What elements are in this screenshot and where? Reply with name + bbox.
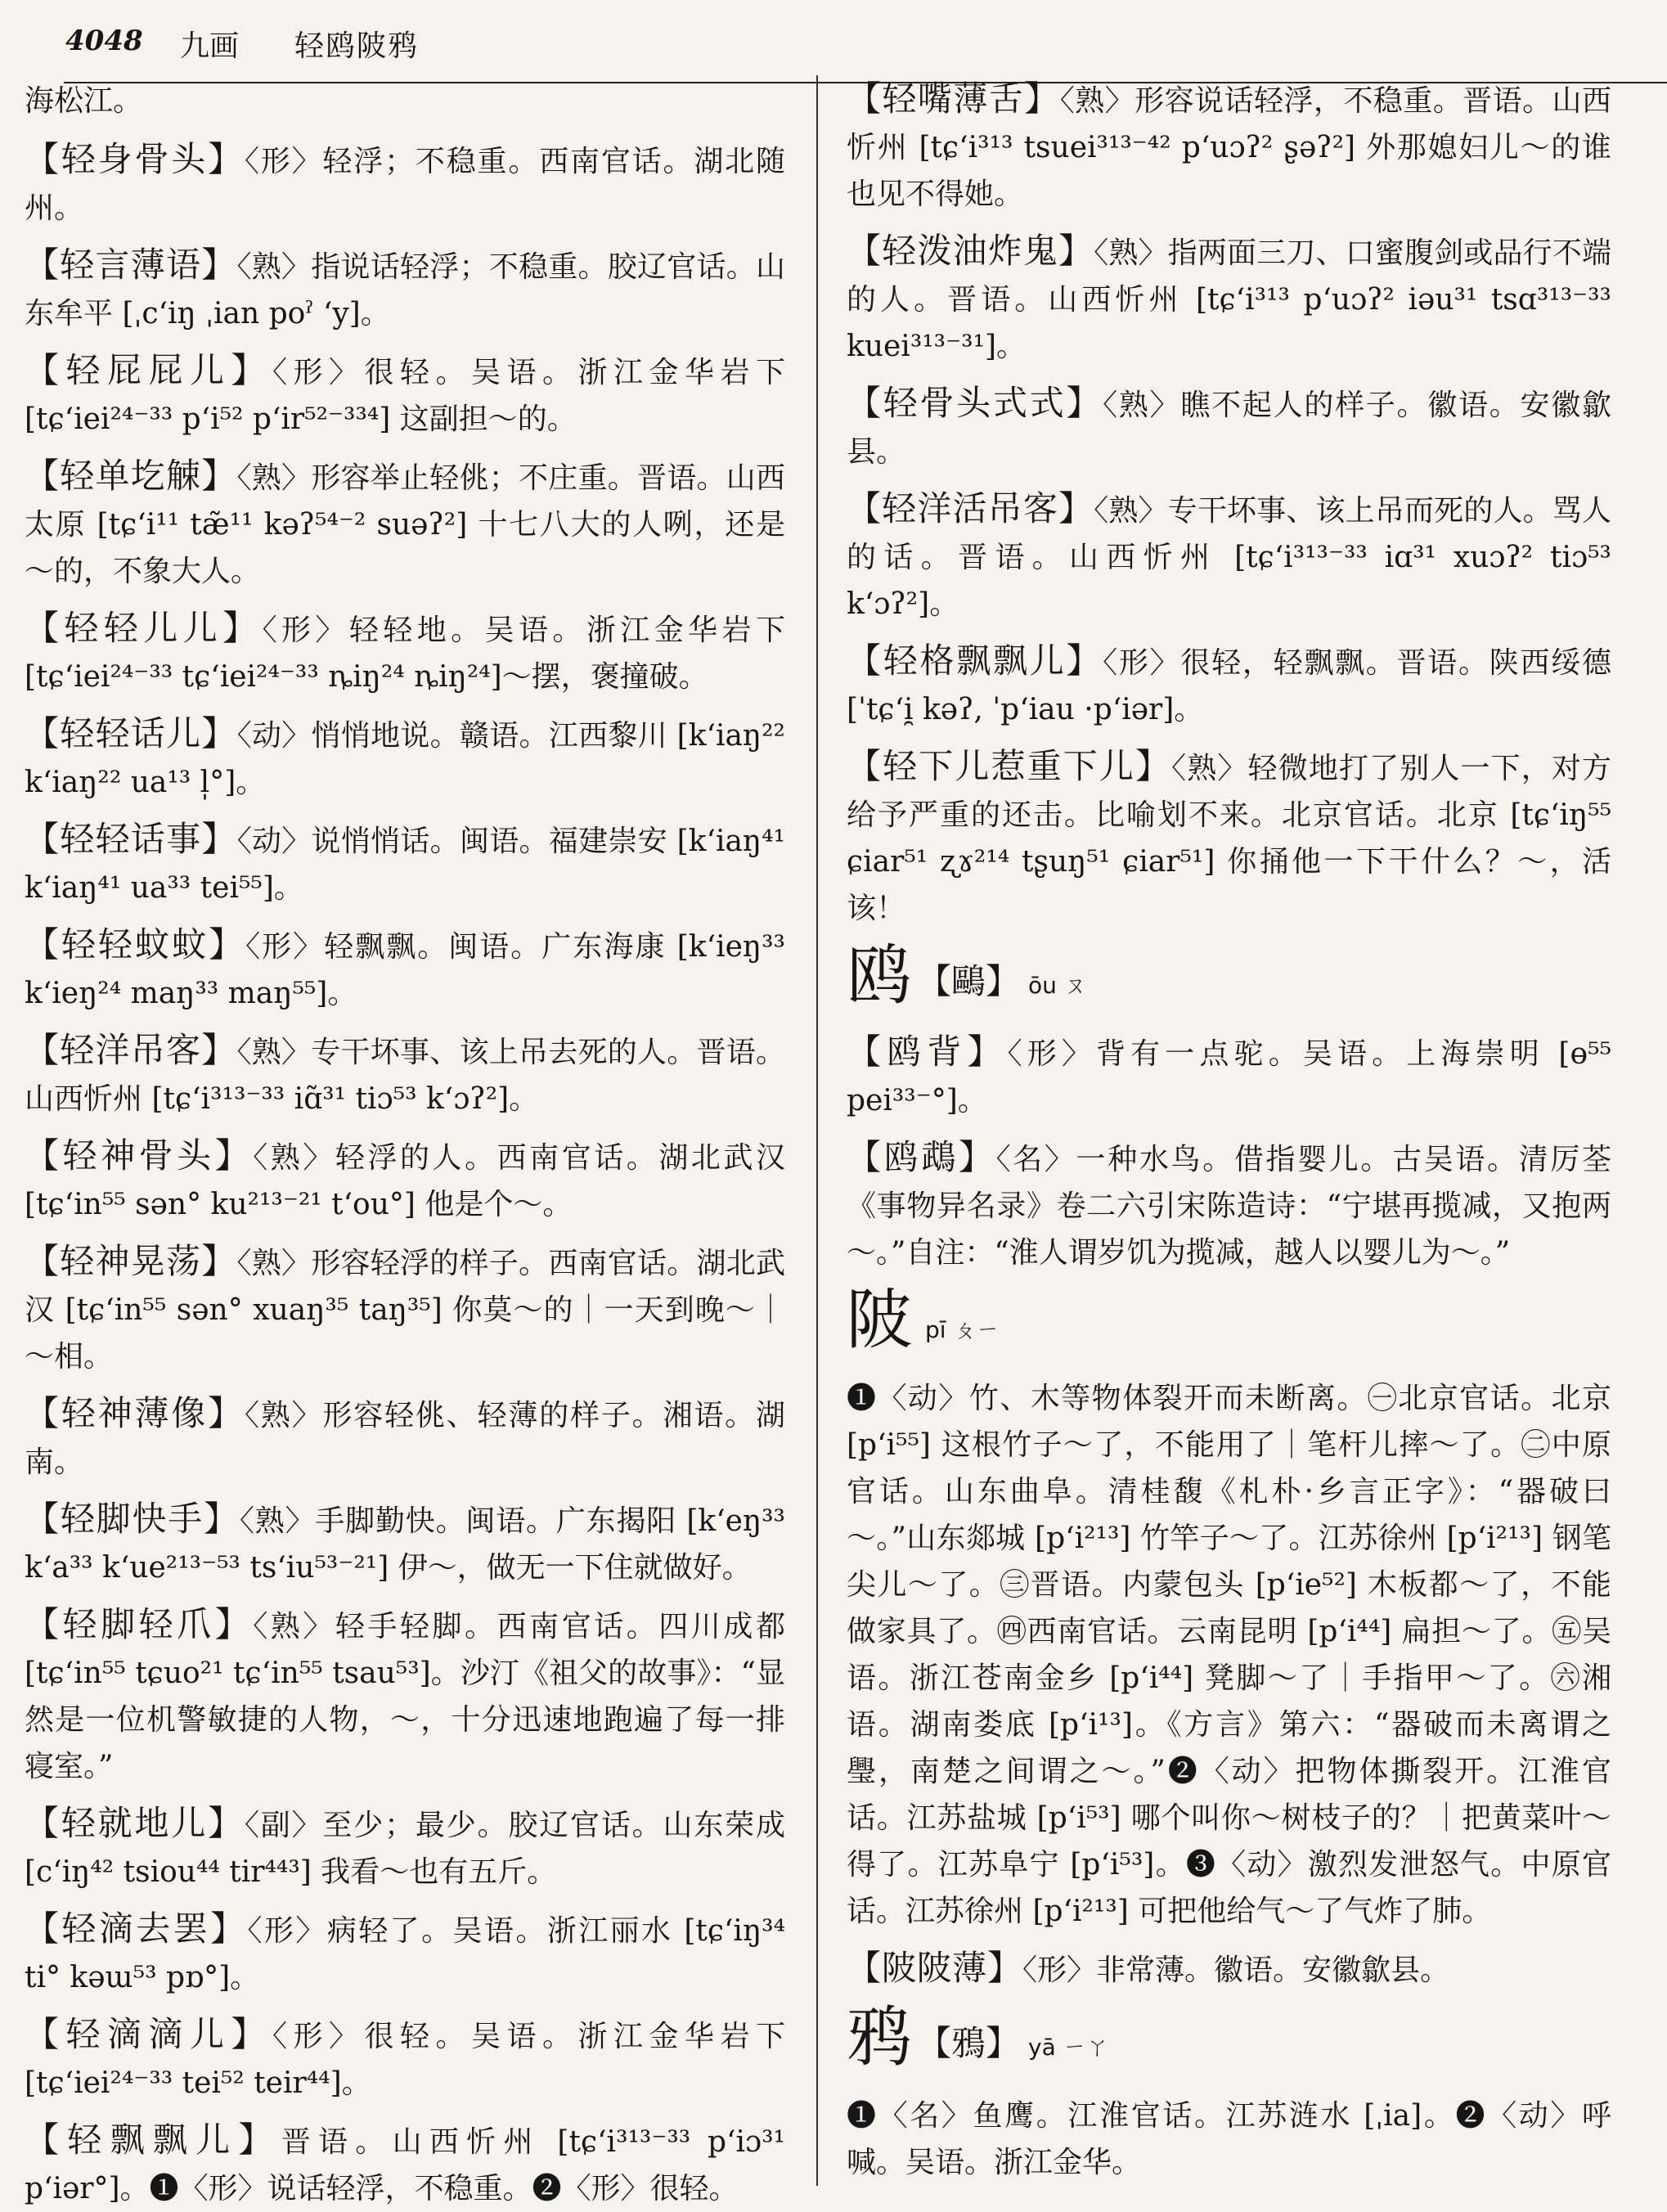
head-character: 陂	[847, 1282, 912, 1358]
dictionary-entry	[25, 1800, 785, 1895]
dictionary-entry	[25, 710, 785, 806]
dictionary-entry	[25, 1238, 785, 1380]
entry-definition: 〈形〉病轻了。吴语。浙江丽水 [tɕʻiŋ³⁴ ti° kəɯ⁵³ pɒ°]。	[25, 1914, 785, 1994]
entry-headword: 【轻神骨头】	[25, 1135, 254, 1176]
dictionary-entry	[25, 605, 785, 700]
section-label: 九画	[180, 29, 240, 63]
entry-definition: 〈形〉很轻。吴语。浙江金华岩下 [tɕʻiei²⁴⁻³³ tei⁵² teir⁴⁴]。	[25, 2020, 785, 2100]
dictionary-entry	[847, 1028, 1611, 1124]
entry-definition: 〈熟〉瞧不起人的样子。徽语。安徽歙县。	[847, 389, 1611, 469]
character-heading	[847, 1999, 1611, 2082]
page-number: 4048	[65, 25, 143, 57]
dictionary-entry	[25, 1132, 785, 1228]
entry-headword: 【轻骨头式式】	[847, 383, 1103, 423]
entry-headword: 【轻就地儿】	[25, 1803, 245, 1843]
dictionary-entry	[25, 347, 785, 443]
entry-definition: 晋语。山西忻州 [tɕʻi³¹³⁻³³ pʻiɔ³¹ pʻiər°]。❶〈形〉说话轻浮，不稳重。❷〈形〉很轻。	[25, 2125, 785, 2205]
entry-definition: 〈形〉非常薄。徽语。安徽歙县。	[1022, 1953, 1450, 1987]
dictionary-entry	[25, 452, 785, 595]
entry-definition: 〈形〉轻飘飘。闽语。广东海康 [kʻieŋ³³ kʻieŋ²⁴ maŋ³³ maŋ⁵⁵]。	[25, 930, 785, 1010]
dictionary-entry	[25, 1601, 785, 1790]
dictionary-entry	[25, 2116, 785, 2212]
entry-headword: 【轻轻蚊蚊】	[25, 924, 246, 964]
entry-definition: 〈熟〉指两面三刀、口蜜腹剑或品行不端的人。晋语。山西忻州 [tɕʻi³¹³ pʻuɔʔ² iəu³¹ tsɑ³¹³⁻³³ kuei³¹³⁻³¹]。	[847, 236, 1611, 363]
entry-definition: 〈形〉很轻，轻飘飘。晋语。陕西绥德 [ˈtɕʻi̯ kəʔ, ˈpʻiau ·pʻiər]。	[847, 646, 1611, 726]
dictionary-entry	[847, 1944, 1611, 1994]
entry-headword: 【轻洋活吊客】	[847, 488, 1094, 528]
dictionary-entry	[25, 816, 785, 911]
entry-headword: 【轻嘴薄舌】	[847, 79, 1060, 119]
entry-definition: 〈动〉说悄悄话。闽语。福建崇安 [kʻiaŋ⁴¹ kʻiaŋ⁴¹ ua³³ tei⁵⁵]。	[25, 825, 785, 905]
dictionary-entry	[847, 637, 1611, 733]
entry-headword: 【轻神薄像】	[25, 1393, 245, 1433]
column-divider	[816, 75, 818, 2186]
page-header	[49, 18, 1595, 67]
entry-headword: 【轻轻话事】	[25, 819, 237, 859]
entry-definition: 〈形〉轻轻地。吴语。浙江金华岩下 [tɕʻiei²⁴⁻³³ tɕʻiei²⁴⁻³³ ȵiŋ²⁴ ȵiŋ²⁴]～摆，褒撞破。	[25, 614, 785, 694]
entry-definition: 海松江。	[25, 84, 143, 118]
entry-headword: 【轻格飘飘儿】	[847, 641, 1103, 681]
entry-headword: 【轻神晃荡】	[25, 1241, 237, 1281]
entry-headword: 【轻身骨头】	[25, 139, 245, 179]
entry-definition: 〈形〉轻浮；不稳重。西南官话。湖北随州。	[25, 145, 785, 225]
traditional-form: 【鴉】	[917, 2023, 1021, 2063]
entry-definition: 〈熟〉指说话轻浮；不稳重。胶辽官话。山东牟平 [ˌcʻiŋ ˌian poˀ ʻy]。	[25, 250, 785, 330]
entry-headword: 【轻滴去罢】	[25, 1909, 248, 1949]
entry-definition: 〈熟〉轻微地打了别人一下，对方给予严重的还击。比喻划不来。北京官话。北京 [tɕʻiŋ⁵⁵ ɕiar⁵¹ ʐɤ²¹⁴ tʂuŋ⁵¹ ɕiar⁵¹] 你捅他一下干什么？～，活该！	[847, 752, 1611, 925]
entry-headword: 【陂陂薄】	[847, 1948, 1023, 1988]
header-characters: 轻鸥陂鸦	[294, 29, 420, 63]
entry-headword: 【轻单圪觫】	[25, 456, 237, 496]
entry-definition: 〈动〉悄悄地说。赣语。江西黎川 [kʻiaŋ²² kʻiaŋ²² ua¹³ l̩°]。	[25, 719, 785, 799]
entry-headword: 【鸥背】	[847, 1032, 1008, 1072]
traditional-form: 【鷗】	[917, 961, 1021, 1001]
dictionary-entry	[25, 921, 785, 1017]
right-column	[847, 75, 1611, 2186]
entry-definition: 〈熟〉专干坏事、该上吊而死的人。骂人的话。晋语。山西忻州 [tɕʻi³¹³⁻³³ iɑ³¹ xuɔʔ² tiɔ⁵³ kʻɔʔ²]。	[847, 494, 1611, 621]
entry-headword: 【轻飘飘儿】	[25, 2120, 281, 2160]
entry-definition: ❶〈动〉竹、木等物体裂开而未断离。㊀北京官话。北京 [pʻi⁵⁵] 这根竹子～了，不能用了｜笔杆儿摔～了。㊁中原官话。山东曲阜。清桂馥《札朴·乡言正字》：“器破曰～。”山东郯城 [pʻi²¹³] 竹竿子～了。江苏徐州 [pʻi²¹³] 钢笔尖儿～了。㊂晋语。内蒙包头 [pʻie⁵²] 木板都～了，不能做家具了。㊃西南官话。云南昆明 [pʻi⁴⁴] 扁担～了。㊄吴语。浙江苍南金乡 [pʻi⁴⁴] 凳脚～了｜手指甲～了。㊅湘语。湖南娄底 [pʻi¹³]。《方言》第六：“器破而未离谓之璺，南楚之间谓之～。”❷〈动〉把物体撕裂开。江淮官话。江苏盐城 [pʻi⁵³] 哪个叫你～树枝子的？｜把黄菜叶～得了。江苏阜宁 [pʻi⁵³]。❸〈动〉激烈发泄怒气。中原官话。江苏徐州 [pʻi²¹³] 可把他给气～了气炸了肺。	[847, 1382, 1611, 1928]
entry-definition: 〈熟〉形容说话轻浮，不稳重。晋语。山西忻州 [tɕʻi³¹³ tsuei³¹³⁻⁴² pʻuɔʔ² ʂəʔ²] 外那媳妇儿～的谁也见不得她。	[847, 84, 1611, 211]
entry-definition: 〈副〉至少；最少。胶辽官话。山东荣成 [cʻiŋ⁴² tsiou⁴⁴ tir⁴⁴³] 我看～也有五斤。	[25, 1809, 785, 1889]
entry-definition: 〈熟〉形容轻浮的样子。西南官话。湖北武汉 [tɕʻin⁵⁵ sən° xuaŋ³⁵ taŋ³⁵] 你莫～的｜一天到晚～｜～相。	[25, 1247, 785, 1374]
entry-headword: 【轻滴滴儿】	[25, 2014, 272, 2054]
entry-headword: 【轻脚轻爪】	[25, 1604, 254, 1644]
entry-definition: ❶〈名〉鱼鹰。江淮官话。江苏涟水 [ˌia]。❷〈动〉呼喊。吴语。浙江金华。	[847, 2099, 1611, 2179]
entry-headword: 【轻泼油炸鬼】	[847, 231, 1094, 271]
pinyin: ōu ㄡ	[1028, 972, 1087, 999]
pinyin: yā ㄧㄚ	[1028, 2034, 1109, 2061]
dictionary-entry	[847, 1134, 1611, 1276]
entry-definition: 〈熟〉形容举止轻佻；不庄重。晋语。山西太原 [tɕʻi¹¹ tæ̃¹¹ kəʔ⁵⁴⁻² suəʔ²] 十七八大的人咧，还是～的，不象大人。	[25, 461, 785, 588]
entry-definition: 〈形〉背有一点驼。吴语。上海崇明 [ɵ⁵⁵ pei³³⁻°]。	[847, 1037, 1611, 1117]
entry-definition: 〈熟〉轻手轻脚。西南官话。四川成都 [tɕʻin⁵⁵ tɕuo²¹ tɕʻin⁵⁵ tsau⁵³]。沙汀《祖父的故事》：“显然是一位机警敏捷的人物，～，十分迅速地跑遍了每一排寝室。”	[25, 1610, 785, 1783]
dictionary-entry	[25, 1390, 785, 1486]
dictionary-entry	[25, 1905, 785, 2001]
dictionary-entry	[25, 1495, 785, 1591]
dictionary-entry	[847, 2090, 1611, 2186]
entry-headword: 【轻洋吊客】	[25, 1030, 237, 1070]
dictionary-entry	[25, 136, 785, 232]
dictionary-entry	[25, 75, 785, 124]
entry-definition: 〈名〉一种水鸟。借指婴儿。古吴语。清厉荃《事物异名录》卷二六引宋陈造诗：“宁堪再揽减，又抱两～。”自注：“淮人谓岁饥为揽减，越人以婴儿为～。”	[847, 1143, 1611, 1270]
entry-headword: 【鸥鵡】	[847, 1137, 996, 1177]
entry-definition: 〈熟〉形容轻佻、轻薄的样子。湘语。湖南。	[25, 1399, 785, 1479]
pinyin: pī ㄆㄧ	[925, 1316, 1000, 1343]
entry-headword: 【轻脚快手】	[25, 1499, 240, 1539]
dictionary-entry	[847, 743, 1611, 932]
entry-definition: 〈熟〉专干坏事、该上吊去死的人。晋语。山西忻州 [tɕʻi³¹³⁻³³ iɑ̃³¹ tiɔ⁵³ kʻɔʔ²]。	[25, 1036, 785, 1116]
dictionary-entry	[25, 241, 785, 337]
entry-headword: 【轻言薄语】	[25, 245, 237, 285]
dictionary-entry	[847, 485, 1611, 627]
entry-definition: 〈形〉很轻。吴语。浙江金华岩下 [tɕʻiei²⁴⁻³³ pʻi⁵² pʻir⁵²⁻³³⁴] 这副担～的。	[25, 356, 785, 436]
left-column	[25, 75, 785, 2205]
dictionary-entry	[847, 380, 1611, 475]
dictionary-entry	[25, 1027, 785, 1122]
dictionary-entry	[847, 75, 1611, 218]
entry-definition: 〈熟〉手脚勤快。闽语。广东揭阳 [kʻeŋ³³ kʻa³³ kʻue²¹³⁻⁵³ tsʻiu⁵³⁻²¹] 伊～，做无一下住就做好。	[25, 1504, 785, 1585]
dictionary-entry	[847, 227, 1611, 370]
entry-headword: 【轻轻话儿】	[25, 713, 237, 753]
character-heading	[847, 937, 1611, 1020]
entry-definition: 〈熟〉轻浮的人。西南官话。湖北武汉 [tɕʻin⁵⁵ sən° ku²¹³⁻²¹ tʻou°] 他是个～。	[25, 1141, 785, 1221]
character-heading	[847, 1282, 1611, 1365]
entry-headword: 【轻屁屁儿】	[25, 350, 272, 390]
entry-headword: 【轻轻儿儿】	[25, 608, 263, 648]
entry-headword: 【轻下儿惹重下儿】	[847, 746, 1172, 786]
dictionary-entry	[25, 2011, 785, 2106]
head-character: 鸥	[847, 937, 912, 1014]
head-character: 鸦	[847, 1999, 912, 2075]
dictionary-entry	[847, 1373, 1611, 1935]
